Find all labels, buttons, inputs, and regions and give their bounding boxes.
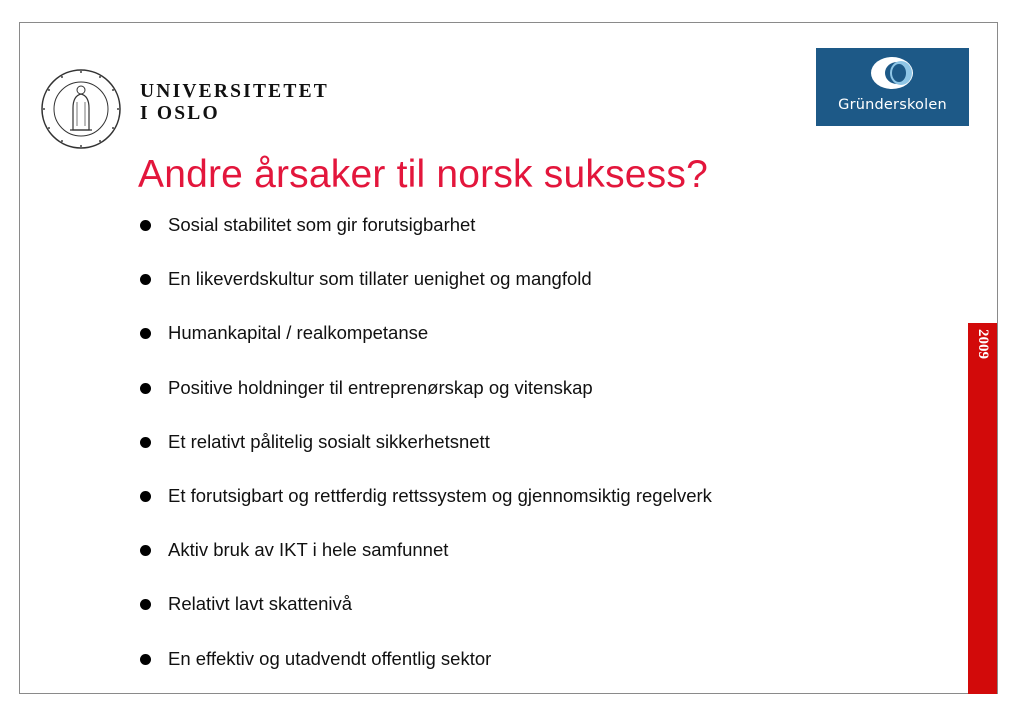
bullet-dot-icon [140, 654, 151, 665]
bullet-item [138, 430, 712, 484]
grunderskolen-logo [816, 48, 969, 126]
grunderskolen-logo-text: Gründerskolen [838, 97, 947, 113]
university-name [140, 81, 329, 125]
bullet-item [138, 592, 712, 646]
bullet-item [138, 647, 712, 701]
bullet-item [138, 213, 712, 267]
university-seal-logo [40, 68, 122, 150]
university-name-line2: I OSLO [140, 103, 220, 124]
bullet-dot-icon [140, 274, 151, 285]
bullet-item [138, 376, 712, 430]
bullet-dot-icon [140, 220, 151, 231]
bullet-item [138, 267, 712, 321]
university-name-line1: UNIVERSITETET [140, 81, 329, 102]
bullet-dot-icon [140, 383, 151, 394]
bullet-dot-icon [140, 599, 151, 610]
bullet-dot-icon [140, 491, 151, 502]
bullet-text: Positive holdninger til entreprenørskap og vitenskap [168, 376, 593, 398]
bullet-list [138, 213, 712, 701]
slide-title: Andre årsaker til norsk suksess? [138, 153, 708, 196]
bullet-text: Relativt lavt skattenivå [168, 593, 353, 615]
year-label: 2009 [975, 329, 991, 359]
bullet-item [138, 538, 712, 592]
bullet-dot-icon [140, 437, 151, 448]
bullet-dot-icon [140, 545, 151, 556]
grunderskolen-ring-icon [866, 54, 919, 92]
bullet-text: Sosial stabilitet som gir forutsigbarhet [168, 214, 476, 235]
bullet-item [138, 321, 712, 375]
bullet-text: En effektiv og utadvendt offentlig sektor [168, 647, 492, 669]
bullet-text: Humankapital / realkompetanse [168, 322, 429, 344]
bullet-item [138, 484, 712, 538]
bullet-text: Aktiv bruk av IKT i hele samfunnet [168, 539, 449, 561]
year-sidebar [968, 323, 997, 694]
bullet-dot-icon [140, 328, 151, 339]
slide-frame [19, 22, 998, 694]
bullet-text: Et forutsigbart og rettferdig rettssystem og gjennomsiktig regelverk [168, 484, 712, 506]
bullet-text: En likeverdskultur som tillater uenighet og mangfold [168, 268, 592, 290]
bullet-text: Et relativt pålitelig sosialt sikkerhetsnett [168, 430, 490, 452]
